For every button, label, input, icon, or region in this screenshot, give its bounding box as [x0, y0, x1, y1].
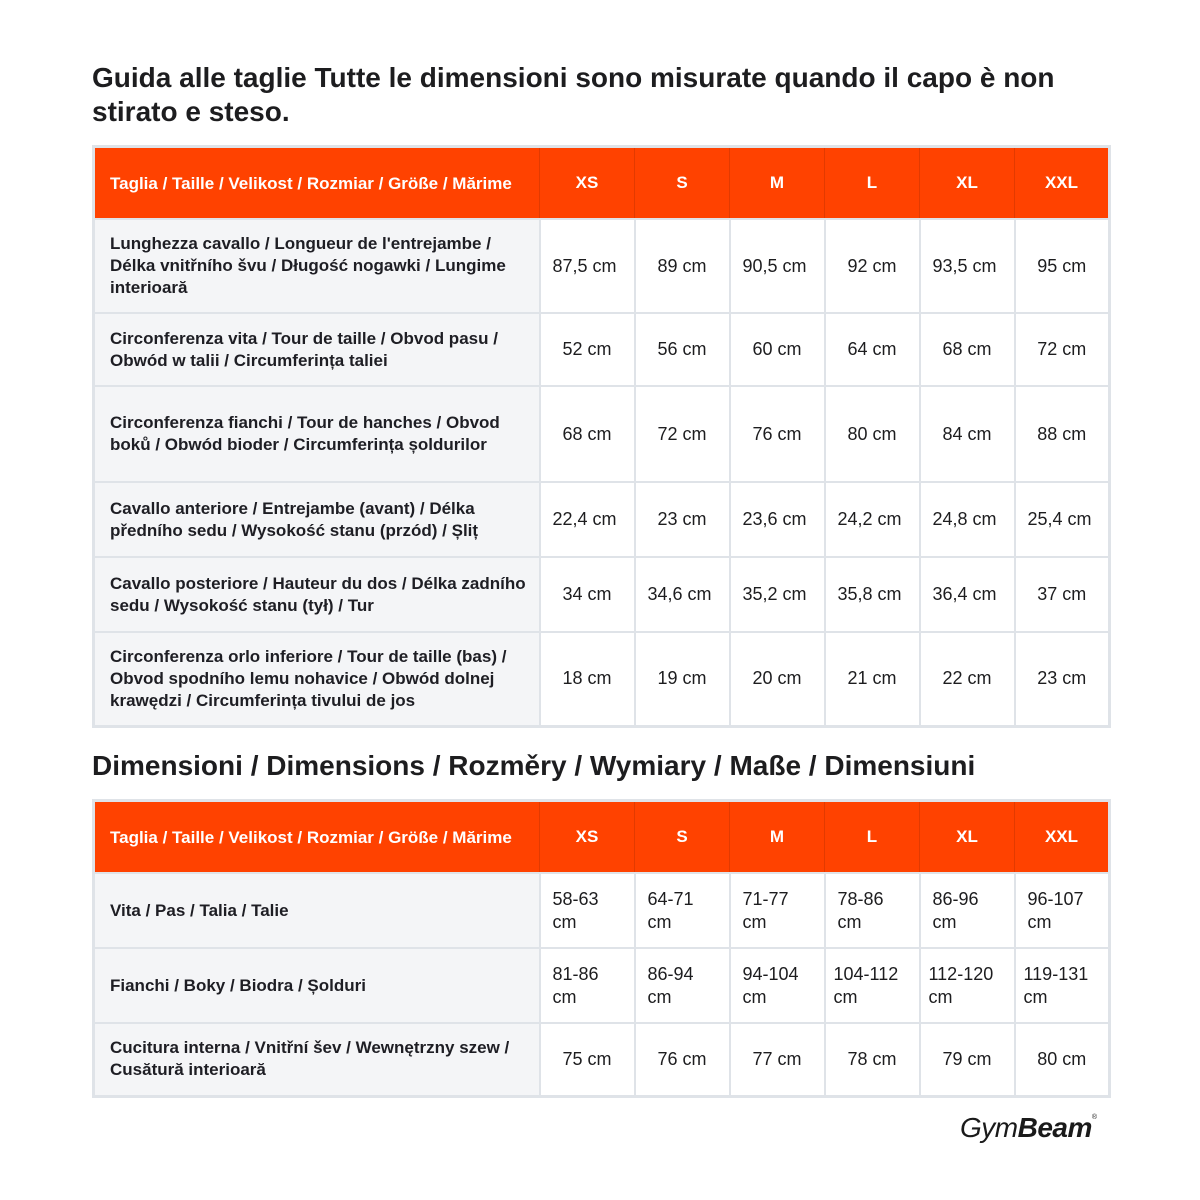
table-cell: 18 cm — [540, 632, 635, 726]
table-cell: 72 cm — [1015, 313, 1110, 386]
table-cell: 88 cm — [1015, 386, 1110, 482]
table-cell: 58-63 cm — [540, 873, 635, 948]
table-cell: 24,2 cm — [825, 482, 920, 557]
table-cell: 72 cm — [635, 386, 730, 482]
table-cell: 80 cm — [825, 386, 920, 482]
table-cell: 64 cm — [825, 313, 920, 386]
table-row — [94, 386, 1110, 482]
table-cell: 78-86 cm — [825, 873, 920, 948]
row-label: Fianchi / Boky / Biodra / Șolduri — [94, 948, 540, 1023]
row-label: Circonferenza fianchi / Tour de hanches / Obvod boků / Obwód bioder / Circumferința șoldurilor — [94, 386, 540, 482]
table-cell: 68 cm — [540, 386, 635, 482]
table-cell: 22,4 cm — [540, 482, 635, 557]
table-cell: 21 cm — [825, 632, 920, 726]
table-cell: 75 cm — [540, 1023, 635, 1096]
row-label: Cavallo anteriore / Entrejambe (avant) / Délka předního sedu / Wysokość stanu (przód) / Șliț — [94, 482, 540, 557]
row-label: Vita / Pas / Talia / Talie — [94, 873, 540, 948]
table-cell: 20 cm — [730, 632, 825, 726]
table-cell: 64-71 cm — [635, 873, 730, 948]
table-row — [94, 219, 1110, 313]
table-cell: 56 cm — [635, 313, 730, 386]
size-header-xxl: XXL — [1015, 801, 1110, 874]
table-cell: 24,8 cm — [920, 482, 1015, 557]
table-cell: 76 cm — [730, 386, 825, 482]
dimensions-table — [92, 799, 1111, 1098]
table-cell: 36,4 cm — [920, 557, 1015, 632]
table-cell: 34,6 cm — [635, 557, 730, 632]
size-guide-title: Guida alle taglie Tutte le dimensioni sono misurate quando il capo è non stirato e steso. — [92, 62, 1055, 127]
table-header-row — [94, 147, 1110, 220]
table-cell: 80 cm — [1015, 1023, 1110, 1096]
table-cell: 77 cm — [730, 1023, 825, 1096]
table-header-row — [94, 801, 1110, 874]
table-cell: 95 cm — [1015, 219, 1110, 313]
registered-mark: ® — [1091, 1114, 1097, 1121]
table-cell: 22 cm — [920, 632, 1015, 726]
size-guide-table — [92, 145, 1111, 728]
table-cell: 60 cm — [730, 313, 825, 386]
dimensions-title: Dimensioni / Dimensions / Rozměry / Wymiary / Maße / Dimensiuni — [92, 750, 976, 781]
table-cell: 23 cm — [635, 482, 730, 557]
size-header-s: S — [635, 147, 730, 220]
table-cell: 84 cm — [920, 386, 1015, 482]
table-cell: 81-86 cm — [540, 948, 635, 1023]
table-cell: 35,2 cm — [730, 557, 825, 632]
table-cell: 90,5 cm — [730, 219, 825, 313]
table-row — [94, 557, 1110, 632]
table-cell: 76 cm — [635, 1023, 730, 1096]
size-header-xxl: XXL — [1015, 147, 1110, 220]
table-row — [94, 948, 1110, 1023]
table-cell: 34 cm — [540, 557, 635, 632]
table-cell: 94-104 cm — [730, 948, 825, 1023]
size-header-l: L — [825, 147, 920, 220]
table-cell: 37 cm — [1015, 557, 1110, 632]
gymbeam-logo — [960, 1112, 1097, 1144]
table-cell: 79 cm — [920, 1023, 1015, 1096]
size-header-s: S — [635, 801, 730, 874]
table-cell: 112-120 cm — [920, 948, 1015, 1023]
table-cell: 78 cm — [825, 1023, 920, 1096]
table-row — [94, 482, 1110, 557]
row-label: Cucitura interna / Vnitřní šev / Wewnętrzny szew / Cusătură interioară — [94, 1023, 540, 1096]
table-cell: 119-131 cm — [1015, 948, 1110, 1023]
size-header-xl: XL — [920, 801, 1015, 874]
size-header-l: L — [825, 801, 920, 874]
size-header-xs: XS — [540, 147, 635, 220]
logo-text-gym: Gym — [960, 1112, 1018, 1143]
size-header-xl: XL — [920, 147, 1015, 220]
size-column-header: Taglia / Taille / Velikost / Rozmiar / Größe / Mărime — [94, 801, 540, 874]
table-cell: 92 cm — [825, 219, 920, 313]
row-label: Lunghezza cavallo / Longueur de l'entrejambe / Délka vnitřního švu / Długość nogawki / Lungime interioară — [94, 219, 540, 313]
table-cell: 68 cm — [920, 313, 1015, 386]
table-cell: 52 cm — [540, 313, 635, 386]
row-label: Cavallo posteriore / Hauteur du dos / Délka zadního sedu / Wysokość stanu (tył) / Tur — [94, 557, 540, 632]
table-cell: 86-94 cm — [635, 948, 730, 1023]
table-cell: 87,5 cm — [540, 219, 635, 313]
table-cell: 93,5 cm — [920, 219, 1015, 313]
table-cell: 19 cm — [635, 632, 730, 726]
table-cell: 104-112 cm — [825, 948, 920, 1023]
table-cell: 23 cm — [1015, 632, 1110, 726]
table-cell: 96-107 cm — [1015, 873, 1110, 948]
logo-text-beam: Beam — [1017, 1112, 1092, 1143]
table-row — [94, 632, 1110, 726]
table-cell: 23,6 cm — [730, 482, 825, 557]
table-cell: 35,8 cm — [825, 557, 920, 632]
table-cell: 71-77 cm — [730, 873, 825, 948]
table-row — [94, 873, 1110, 948]
table-cell: 86-96 cm — [920, 873, 1015, 948]
size-header-m: M — [730, 801, 825, 874]
size-column-header: Taglia / Taille / Velikost / Rozmiar / Größe / Mărime — [94, 147, 540, 220]
table-row — [94, 313, 1110, 386]
table-cell: 25,4 cm — [1015, 482, 1110, 557]
size-header-xs: XS — [540, 801, 635, 874]
size-header-m: M — [730, 147, 825, 220]
table-row — [94, 1023, 1110, 1096]
table-cell: 89 cm — [635, 219, 730, 313]
row-label: Circonferenza vita / Tour de taille / Obvod pasu / Obwód w talii / Circumferința taliei — [94, 313, 540, 386]
row-label: Circonferenza orlo inferiore / Tour de taille (bas) / Obvod spodního lemu nohavice / Obwód dolnej krawędzi / Circumferința tivului de jos — [94, 632, 540, 726]
